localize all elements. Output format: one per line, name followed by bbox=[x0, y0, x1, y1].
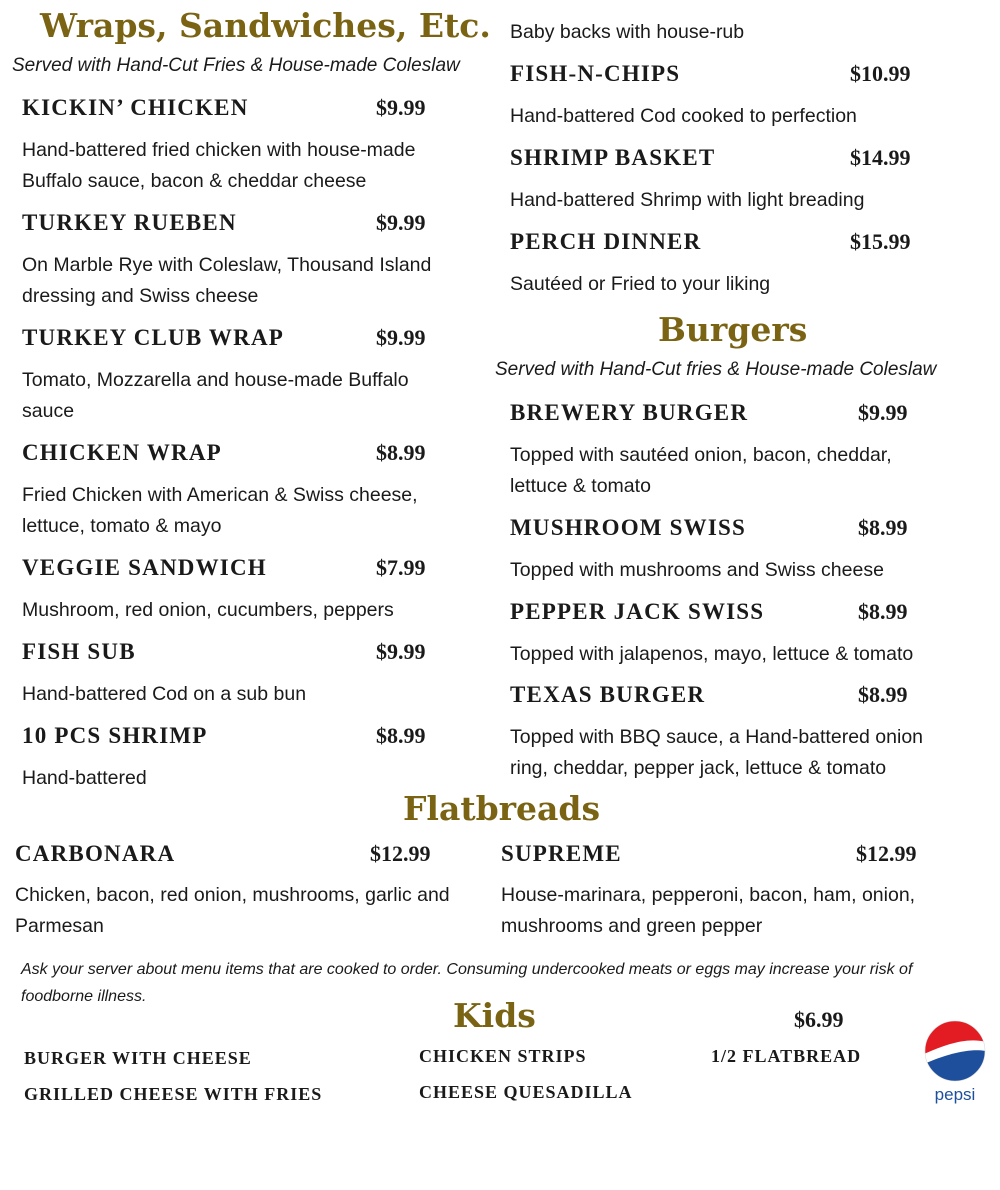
menu-item-price: $9.99 bbox=[858, 400, 908, 425]
pepsi-globe-icon bbox=[924, 1020, 986, 1082]
kids-item: BURGER WITH CHEESE bbox=[24, 1048, 252, 1068]
menu-item-name: TURKEY CLUB WRAP bbox=[22, 325, 285, 350]
pepsi-logo bbox=[922, 1020, 988, 1110]
menu-item-name: BREWERY BURGER bbox=[510, 400, 749, 425]
kids-item: CHEESE QUESADILLA bbox=[419, 1082, 633, 1102]
menu-item-price: $15.99 bbox=[850, 229, 911, 254]
menu-item-price: $8.99 bbox=[858, 599, 908, 624]
menu-item-price: $8.99 bbox=[376, 440, 426, 465]
menu-item-description: Hand-battered Cod on a sub bun bbox=[22, 683, 307, 705]
menu-item-price: $12.99 bbox=[370, 841, 431, 866]
menu-item-description: Topped with BBQ sauce, a Hand-battered onion ring, cheddar, pepper jack, lettuce & tomato bbox=[510, 726, 924, 779]
menu-item-description: Hand-battered bbox=[22, 767, 147, 789]
menu-item-description: Topped with mushrooms and Swiss cheese bbox=[510, 559, 884, 581]
menu-item-description: Chicken, bacon, red onion, mushrooms, garlic and Parmesan bbox=[15, 884, 450, 937]
menu-item-description: Hand-battered Shrimp with light breading bbox=[510, 189, 865, 211]
menu-item-name: TURKEY RUEBEN bbox=[22, 210, 237, 235]
menu-item-price: $14.99 bbox=[850, 145, 911, 170]
pepsi-wordmark: pepsi bbox=[934, 1085, 976, 1104]
menu-item-price: $8.99 bbox=[858, 515, 908, 540]
wraps-subtitle: Served with Hand-Cut Fries & House-made Coleslaw bbox=[12, 55, 460, 76]
menu-item-price: $8.99 bbox=[858, 682, 908, 707]
menu-item-description: Fried Chicken with American & Swiss cheese, lettuce, tomato & mayo bbox=[22, 484, 418, 537]
menu-item-description: Baby backs with house-rub bbox=[510, 21, 745, 43]
menu-item-description: Topped with sautéed onion, bacon, cheddar, lettuce & tomato bbox=[510, 444, 892, 497]
menu-item-description: House-marinara, pepperoni, bacon, ham, onion, mushrooms and green pepper bbox=[501, 884, 916, 937]
menu-item-price: $7.99 bbox=[376, 555, 426, 580]
menu-item-description: Hand-battered Cod cooked to perfection bbox=[510, 105, 857, 127]
menu-item-name: CARBONARA bbox=[15, 841, 176, 866]
menu-item-description: Hand-battered fried chicken with house-made Buffalo sauce, bacon & cheddar cheese bbox=[22, 139, 416, 192]
wraps-section-title: Wraps, Sandwiches, Etc. bbox=[40, 6, 491, 45]
food-safety-disclaimer: Ask your server about menu items that are cooked to order. Consuming undercooked meats or eggs may increase your risk of foodborne illness. bbox=[21, 961, 913, 1005]
menu-item-name: PEPPER JACK SWISS bbox=[510, 599, 765, 624]
menu-item-name: 10 PCS SHRIMP bbox=[22, 723, 208, 748]
menu-item-price: $9.99 bbox=[376, 95, 426, 120]
menu-item-name: MUSHROOM SWISS bbox=[510, 515, 746, 540]
menu-item-name: FISH-N-CHIPS bbox=[510, 61, 681, 86]
burgers-section-title: Burgers bbox=[658, 310, 808, 349]
menu-item-name: KICKIN’ CHICKEN bbox=[22, 95, 249, 120]
menu-item-name: SHRIMP BASKET bbox=[510, 145, 716, 170]
kids-section-title: Kids bbox=[453, 996, 536, 1035]
menu-item-price: $9.99 bbox=[376, 639, 426, 664]
menu-item-description: Mushroom, red onion, cucumbers, peppers bbox=[22, 599, 394, 621]
menu-item-name: TEXAS BURGER bbox=[510, 682, 706, 707]
menu-item-description: Tomato, Mozzarella and house-made Buffalo sauce bbox=[22, 369, 409, 422]
kids-item: GRILLED CHEESE WITH FRIES bbox=[24, 1084, 323, 1104]
menu-item-price: $10.99 bbox=[850, 61, 911, 86]
flatbreads-section-title: Flatbreads bbox=[403, 789, 601, 828]
menu-item-price: $9.99 bbox=[376, 210, 426, 235]
menu-item-name: SUPREME bbox=[501, 841, 622, 866]
menu-item-description: Sautéed or Fried to your liking bbox=[510, 273, 771, 295]
menu-item-name: CHICKEN WRAP bbox=[22, 440, 222, 465]
kids-item: 1/2 FLATBREAD bbox=[711, 1046, 862, 1066]
menu-item-description: On Marble Rye with Coleslaw, Thousand Island dressing and Swiss cheese bbox=[22, 254, 432, 307]
menu-item-price: $8.99 bbox=[376, 723, 426, 748]
menu-item-description: Topped with jalapenos, mayo, lettuce & tomato bbox=[510, 643, 914, 665]
kids-price: $6.99 bbox=[794, 1007, 844, 1032]
menu-item-price: $12.99 bbox=[856, 841, 917, 866]
menu-item-name: VEGGIE SANDWICH bbox=[22, 555, 267, 580]
burgers-subtitle: Served with Hand-Cut fries & House-made Coleslaw bbox=[495, 359, 937, 380]
menu-item-name: PERCH DINNER bbox=[510, 229, 702, 254]
kids-item: CHICKEN STRIPS bbox=[419, 1046, 587, 1066]
menu-item-name: FISH SUB bbox=[22, 639, 136, 664]
menu-item-price: $9.99 bbox=[376, 325, 426, 350]
